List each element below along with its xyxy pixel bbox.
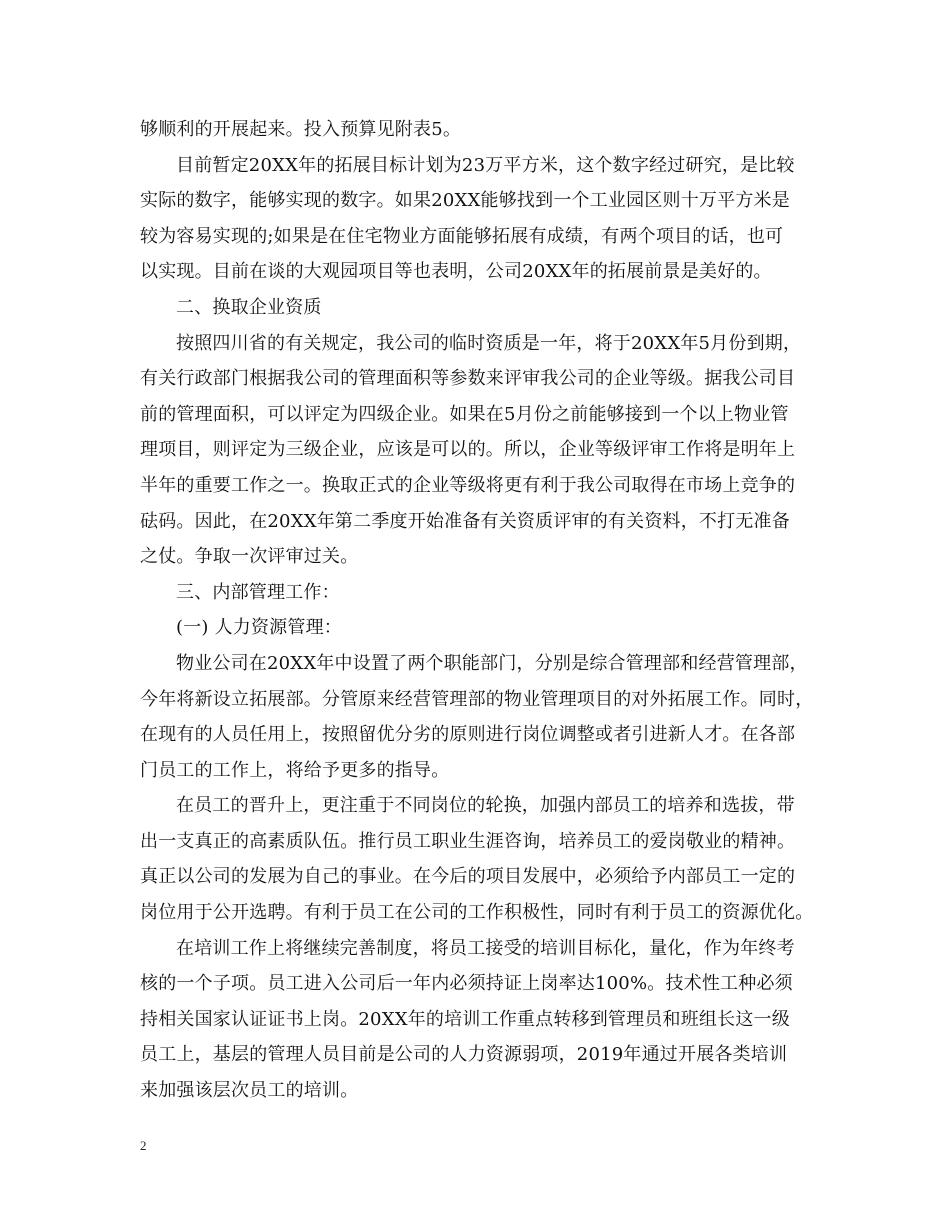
text-line: 二、换取企业资质: [176, 296, 322, 318]
text-line: 物业公司在20XX年中设置了两个职能部门，分别是综合管理部和经营管理部，: [176, 652, 808, 674]
text-line: 三、内部管理工作：: [176, 581, 340, 603]
text-line: 在员工的晋升上，更注重于不同岗位的轮换，加强内部员工的培养和选拔，带: [176, 795, 795, 817]
text-line: 半年的重要工作之一。换取正式的企业等级将更有利于我公司取得在市场上竞争的: [140, 474, 796, 496]
text-line: 实际的数字，能够实现的数字。如果20XX能够找到一个工业园区则十万平方米是: [140, 190, 790, 212]
text-line: 前的管理面积，可以评定为四级企业。如果在5月份之前能够接到一个以上物业管: [140, 403, 789, 425]
text-line: 今年将新设立拓展部。分管原来经营管理部的物业管理项目的对外拓展工作。同时，: [140, 688, 814, 710]
text-line: 在培训工作上将继续完善制度，将员工接受的培训目标化，量化，作为年终考: [176, 937, 795, 959]
text-line: 岗位用于公开选聘。有利于员工在公司的工作积极性，同时有利于员工的资源优化。: [140, 902, 814, 924]
text-line: 核的一个子项。员工进入公司后一年内必须持证上岗率达100%。技术性工种必须: [140, 973, 793, 995]
text-line: 按照四川省的有关规定，我公司的临时资质是一年，将于20XX年5月份到期，: [176, 332, 802, 354]
text-line: 之仗。争取一次评审过关。: [140, 546, 359, 568]
text-line: 够顺利的开展起来。投入预算见附表5。: [140, 119, 462, 140]
text-line: 有关行政部门根据我公司的管理面积等参数来评审我公司的企业等级。据我公司目: [140, 368, 796, 390]
text-line: 较为容易实现的;如果是在住宅物业方面能够拓展有成绩，有两个项目的话，也可: [140, 225, 784, 247]
text-line: 以实现。目前在谈的大观园项目等也表明，公司20XX年的拓展前景是美好的。: [140, 261, 772, 283]
text-line: 门员工的工作上，将给予更多的指导。: [140, 759, 450, 781]
text-line: 来加强该层次员工的培训。: [140, 1080, 359, 1102]
text-line: 理项目，则评定为三级企业，应该是可以的。所以，企业等级评审工作将是明年上: [140, 439, 796, 461]
text-line: (一) 人力资源管理：: [176, 617, 342, 639]
text-line: 持相关国家认证证书上岗。20XX年的培训工作重点转移到管理员和班组长这一级: [140, 1008, 790, 1030]
text-line: 出一支真正的高素质队伍。推行员工职业生涯咨询，培养员工的爱岗敬业的精神。: [140, 830, 796, 852]
document-body: [140, 112, 820, 1109]
text-line: 员工上，基层的管理人员目前是公司的人力资源弱项，2019年通过开展各类培训: [140, 1044, 788, 1066]
text-line: 在现有的人员任用上，按照留优分劣的原则进行岗位调整或者引进新人才。在各部: [140, 724, 796, 746]
page-number: 2: [140, 1138, 147, 1153]
text-line: 目前暂定20XX年的拓展目标计划为23万平方米，这个数字经过研究，是比较: [176, 154, 795, 176]
text-line: 砝码。因此，在20XX年第二季度开始准备有关资质评审的有关资料，不打无准备: [140, 510, 790, 532]
text-line: 真正以公司的发展为自己的事业。在今后的项目发展中，必须给予内部员工一定的: [140, 866, 796, 888]
